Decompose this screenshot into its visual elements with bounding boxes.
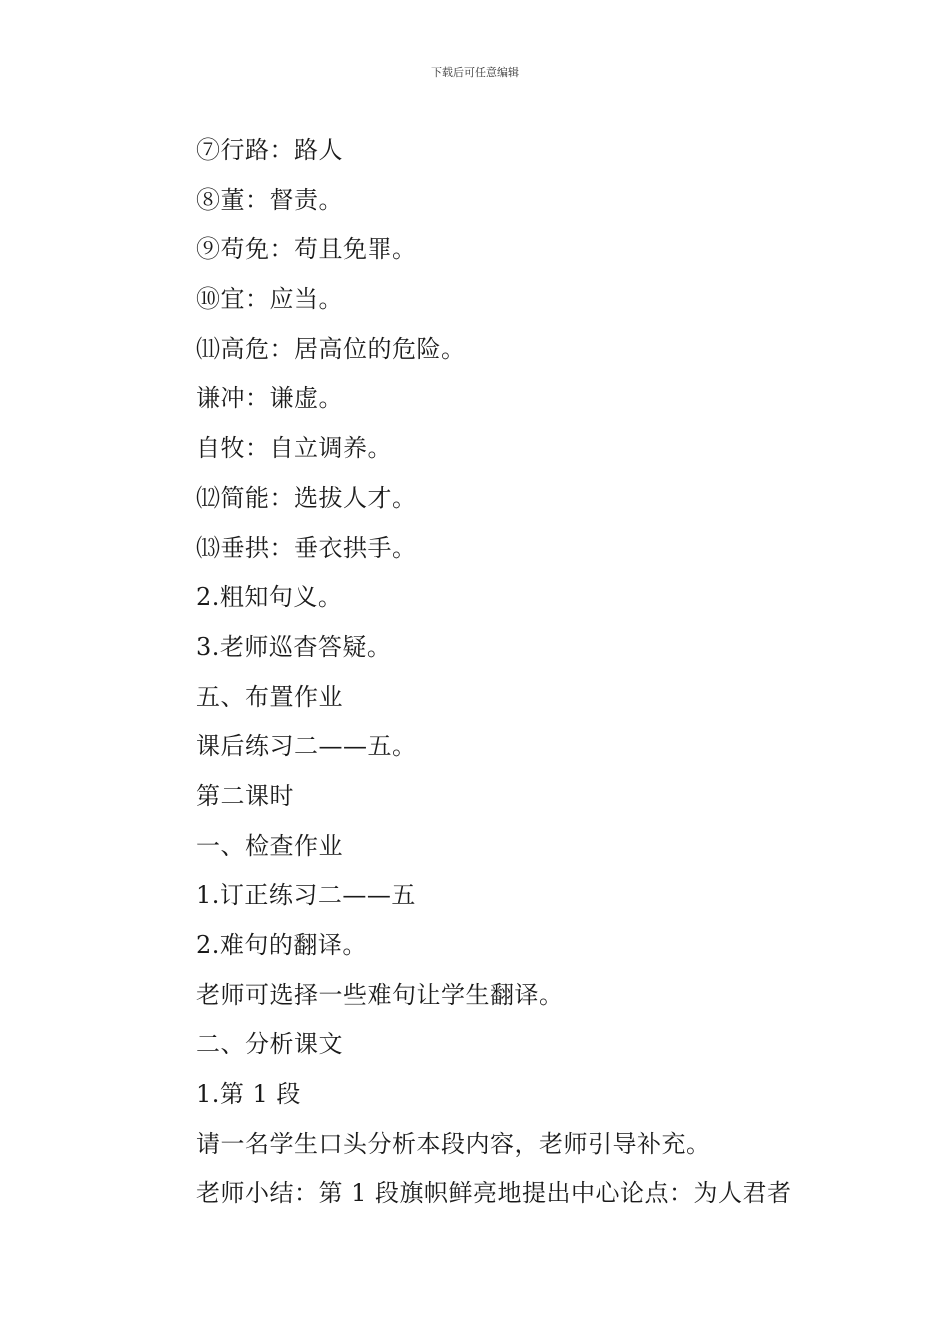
step-line: 1.订正练习二——五 bbox=[196, 881, 416, 910]
annotation-line-13: ⒀垂拱：垂衣拱手。 bbox=[196, 533, 417, 562]
section-heading: 五、布置作业 bbox=[196, 682, 343, 711]
step-line: 1.第 1 段 bbox=[196, 1080, 301, 1109]
paragraph-line: 老师小结：第 1 段旗帜鲜亮地提出中心论点：为人君者 bbox=[196, 1179, 792, 1208]
section-heading: 一、检查作业 bbox=[196, 831, 343, 860]
step-line: 2.难句的翻译。 bbox=[196, 931, 367, 959]
paragraph-line: 课后练习二——五。 bbox=[196, 732, 417, 761]
annotation-line-8: ⑧董：督责。 bbox=[196, 185, 343, 214]
section-heading: 二、分析课文 bbox=[196, 1030, 343, 1059]
lesson-heading: 第二课时 bbox=[196, 781, 294, 810]
annotation-line-11: ⑾高危：居高位的危险。 bbox=[196, 334, 466, 363]
paragraph-line: 请一名学生口头分析本段内容，老师引导补充。 bbox=[196, 1129, 711, 1158]
step-line: 3.老师巡杳答疑。 bbox=[196, 632, 392, 661]
annotation-line-qianchong: 谦冲：谦虚。 bbox=[196, 384, 343, 413]
document-body bbox=[196, 126, 836, 1219]
annotation-line-9: ⑨苟免：苟且免罪。 bbox=[196, 235, 417, 264]
step-line: 2.粗知句义。 bbox=[196, 583, 343, 612]
paragraph-line: 老师可选择一些难句让学生翻译。 bbox=[196, 980, 564, 1009]
annotation-line-10: ⑩宜：应当。 bbox=[196, 285, 343, 314]
annotation-line-7: ⑦行路：路人 bbox=[196, 136, 343, 164]
annotation-line-zimu: 自牧：自立调养。 bbox=[196, 434, 392, 463]
page-header: 下载后可任意编辑 bbox=[431, 66, 519, 79]
annotation-line-12: ⑿简能：选拔人才。 bbox=[196, 483, 417, 512]
